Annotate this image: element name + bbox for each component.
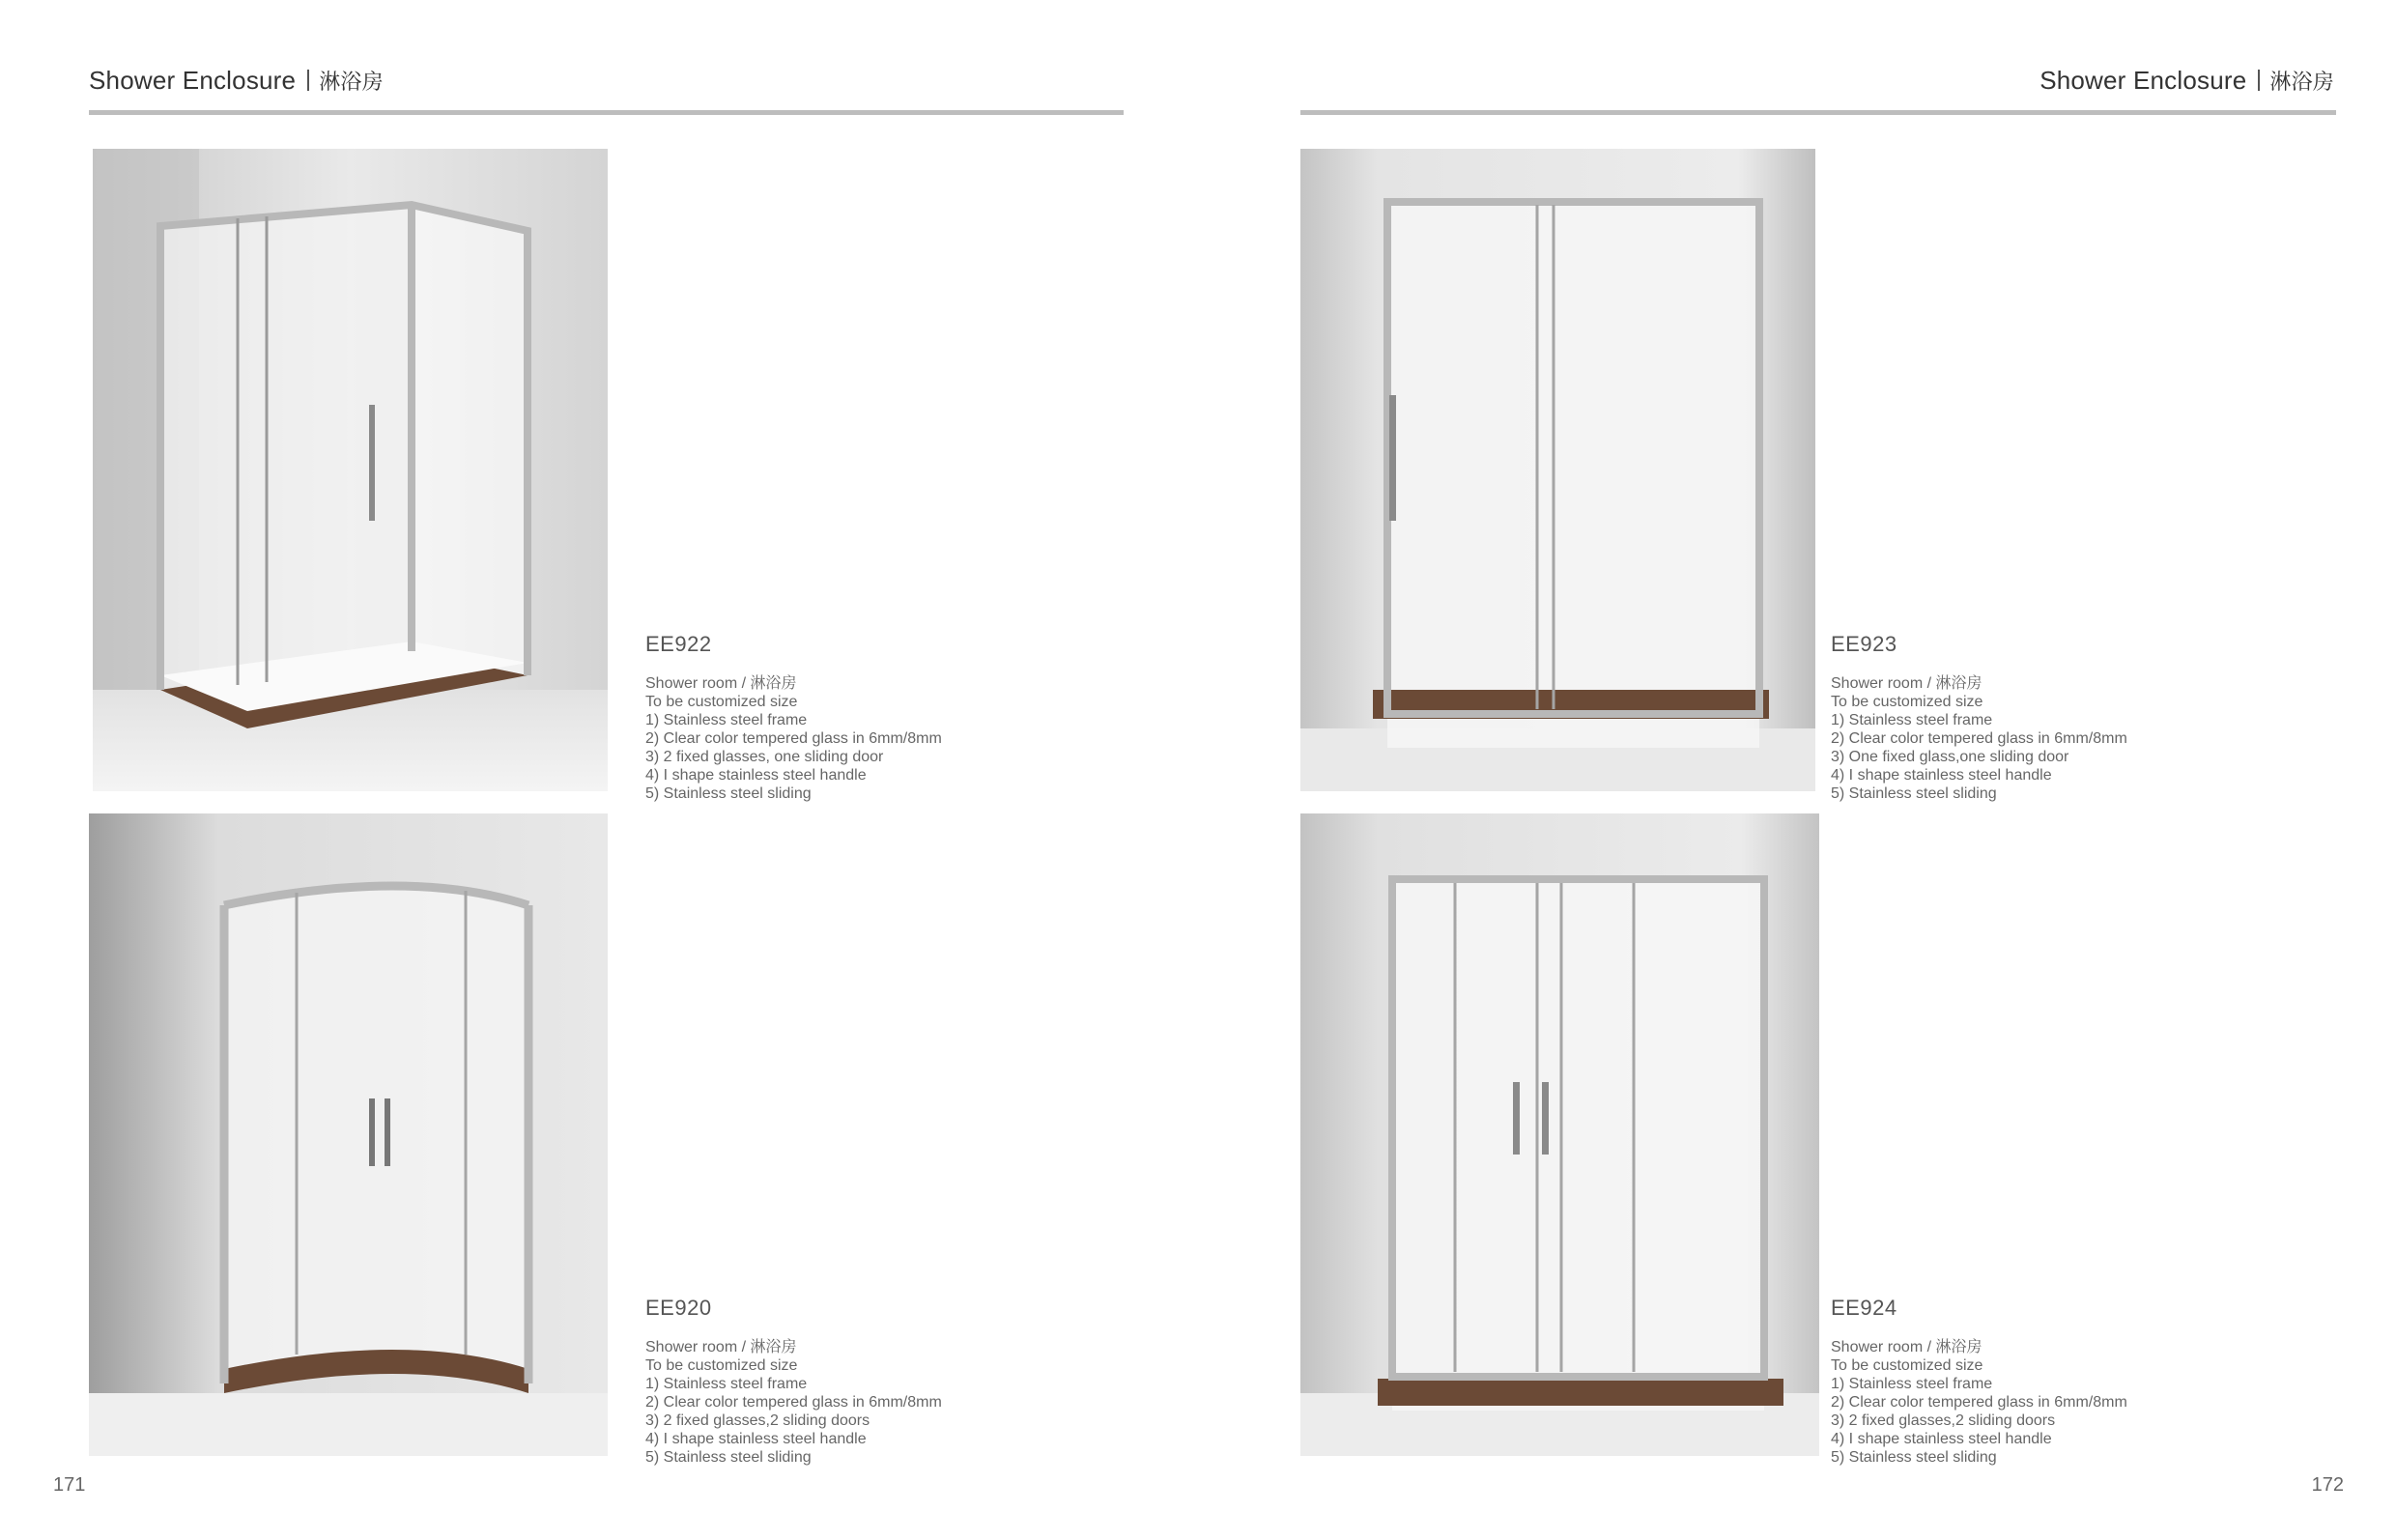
spec-line: To be customized size <box>1831 1357 1983 1374</box>
product-code: EE920 <box>645 1296 712 1320</box>
spec-line: 5) Stainless steel sliding <box>1831 1449 1997 1466</box>
spec-line: 2) Clear color tempered glass in 6mm/8mm <box>1831 730 2127 747</box>
spec-line: 5) Stainless steel sliding <box>645 1449 812 1466</box>
spec-line: 4) I shape stainless steel handle <box>645 767 867 784</box>
spec-line: 2) Clear color tempered glass in 6mm/8mm <box>1831 1394 2127 1411</box>
product-photo-ee924 <box>1300 813 1819 1456</box>
product-photo-ee922 <box>93 149 608 791</box>
right-page <box>1198 0 2396 1540</box>
product-code: EE924 <box>1831 1296 1897 1320</box>
page-header <box>2039 66 2334 96</box>
page-header <box>89 66 384 96</box>
product-photo-ee920 <box>89 813 608 1456</box>
spec-line: 3) 2 fixed glasses, one sliding door <box>645 749 884 765</box>
product-code: EE923 <box>1831 632 1897 656</box>
spec-line: 4) I shape stainless steel handle <box>1831 767 2052 784</box>
product-spec-ee923 <box>1831 632 2237 803</box>
spec-line: 1) Stainless steel frame <box>1831 712 1993 728</box>
header-title: Shower Enclosure <box>89 66 297 95</box>
page-number: 171 <box>53 1474 86 1496</box>
spec-line: 3) One fixed glass,one sliding door <box>1831 749 2069 765</box>
spec-line: 3) 2 fixed glasses,2 sliding doors <box>1831 1412 2056 1429</box>
spec-line: To be customized size <box>645 1357 798 1374</box>
spec-line: 2) Clear color tempered glass in 6mm/8mm <box>645 730 942 747</box>
spec-line: 4) I shape stainless steel handle <box>1831 1431 2052 1447</box>
spec-line: 1) Stainless steel frame <box>1831 1376 1993 1392</box>
header-title: Shower Enclosure <box>2039 66 2247 95</box>
spec-line: 5) Stainless steel sliding <box>645 785 812 802</box>
spec-line: 3) 2 fixed glasses,2 sliding doors <box>645 1412 870 1429</box>
page-number: 172 <box>2311 1474 2344 1496</box>
spec-line: Shower room / 淋浴房 <box>1831 1339 1982 1355</box>
header-rule <box>89 110 1124 115</box>
header-title-cn: 淋浴房 <box>2269 70 2334 94</box>
spec-line: 1) Stainless steel frame <box>645 1376 808 1392</box>
header-separator <box>307 70 309 91</box>
product-spec-ee924 <box>1831 1296 2237 1467</box>
product-spec-ee920 <box>645 1296 1051 1467</box>
header-title-cn: 淋浴房 <box>319 70 384 94</box>
product-photo-ee923 <box>1300 149 1815 791</box>
product-spec-ee922 <box>645 632 1051 803</box>
spec-line: 4) I shape stainless steel handle <box>645 1431 867 1447</box>
header-rule <box>1300 110 2336 115</box>
spec-line: Shower room / 淋浴房 <box>1831 675 1982 692</box>
spec-line: To be customized size <box>1831 694 1983 710</box>
spec-line: To be customized size <box>645 694 798 710</box>
spec-line: 5) Stainless steel sliding <box>1831 785 1997 802</box>
header-separator <box>2258 70 2260 91</box>
spec-line: 2) Clear color tempered glass in 6mm/8mm <box>645 1394 942 1411</box>
spec-line: 1) Stainless steel frame <box>645 712 808 728</box>
spec-line: Shower room / 淋浴房 <box>645 675 797 692</box>
product-code: EE922 <box>645 632 712 656</box>
spec-line: Shower room / 淋浴房 <box>645 1339 797 1355</box>
